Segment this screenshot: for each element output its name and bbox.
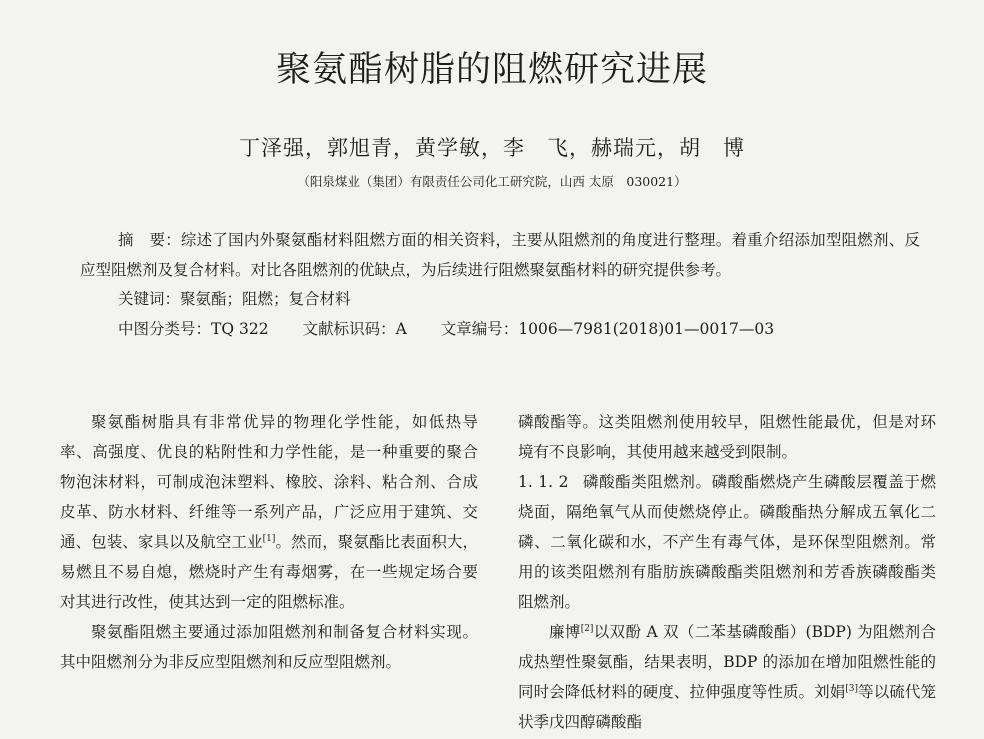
abstract-paragraph bbox=[80, 226, 920, 285]
affiliation: （阳泉煤业（集团）有限责任公司化工研究院，山西 太原 030021） bbox=[297, 174, 687, 189]
clc-value: TQ 322 bbox=[211, 319, 269, 338]
abstract-label: 摘 要： bbox=[118, 231, 181, 249]
keywords-line bbox=[80, 285, 920, 315]
doc-value: A bbox=[395, 319, 407, 338]
paragraph-text: 以双酚 A 双（二苯基磷酸酯）(BDP) 为阻燃剂合成热塑性聚氨酯，结果表明，BDP 的添加在增加阻燃性能的同时会降低材料的硬度、拉伸强度等性质。刘娟 bbox=[518, 623, 936, 701]
keywords-label: 关键词： bbox=[118, 290, 181, 308]
abstract-section bbox=[80, 226, 920, 344]
body-paragraph-4 bbox=[518, 617, 936, 737]
body-right-column bbox=[518, 407, 936, 737]
paragraph-text: 廉博 bbox=[549, 623, 581, 641]
doc-label: 文献标识码： bbox=[302, 319, 396, 338]
article-value: 1006—7981(2018)01—0017—03 bbox=[518, 319, 775, 338]
body-paragraph-2: 聚氨酯阻燃主要通过添加阻燃剂和制备复合材料实现。其中阻燃剂分为非反应型阻燃剂和反应型阻燃剂。 bbox=[60, 623, 478, 671]
author-list: 丁泽强，郭旭青，黄学敏，李 飞，赫瑞元，胡 博 bbox=[239, 136, 745, 160]
citation-ref: [1] bbox=[262, 534, 276, 544]
citation-ref: [3] bbox=[845, 684, 859, 694]
paper-title: 聚氨酯树脂的阻燃研究进展 bbox=[275, 50, 708, 90]
subsection-number: 1. 1. 2 bbox=[518, 473, 569, 491]
classification-line bbox=[80, 315, 920, 345]
paragraph-text: 。然而，聚氨酯比表面积大，易燃且不易自熄，燃烧时产生有毒烟雾，在一些规定场合要对其进行改性，使其达到一定的阻燃标准。 bbox=[60, 533, 478, 611]
subsection-text: 磷酸酯类阻燃剂。磷酸酯燃烧产生磷酸层覆盖于燃烧面，隔绝氧气从而使燃烧停止。磷酸酯热分解成五氧化二磷、二氧化碳和水，不产生有毒气体，是环保型阻燃剂。常用的该类阻燃剂有脂肪族磷酸酯类阻燃剂和芳香族磷酸酯类阻燃剂。 bbox=[518, 473, 936, 611]
keywords-text: 聚氨酯；阻燃；复合材料 bbox=[180, 290, 351, 308]
citation-ref: [2] bbox=[580, 624, 594, 634]
body-paragraph-1 bbox=[60, 407, 478, 617]
clc-code bbox=[118, 320, 269, 338]
article-number bbox=[441, 320, 774, 338]
paragraph-text: 等以硫代笼状季戊四醇磷酸酯 bbox=[518, 683, 936, 731]
article-label: 文章编号： bbox=[440, 319, 519, 338]
paragraph-text: 聚氨酯树脂具有非常优异的物理化学性能，如低热导率、高强度、优良的粘附性和力学性能，是一种重要的聚合物泡沫材料，可制成泡沫塑料、橡胶、涂料、粘合剂、合成皮革、防水材料、纤维等一系列产品，广泛应用于建筑、交通、包装、家具以及航空工业 bbox=[60, 413, 478, 551]
clc-label: 中图分类号： bbox=[118, 319, 212, 338]
body-left-column bbox=[60, 407, 478, 677]
subsection-1-1-2 bbox=[518, 467, 936, 617]
body-paragraph-3: 磷酸酯等。这类阻燃剂使用较早，阻燃性能最优，但是对环境有不良影响，其使用越来越受到限制。 bbox=[518, 413, 936, 461]
doc-code bbox=[303, 320, 407, 338]
abstract-text: 综述了国内外聚氨酯材料阻燃方面的相关资料，主要从阻燃剂的角度进行整理。着重介绍添加型阻燃剂、反应型阻燃剂及复合材料。对比各阻燃剂的优缺点，为后续进行阻燃聚氨酯材料的研究提供参考。 bbox=[80, 231, 920, 279]
